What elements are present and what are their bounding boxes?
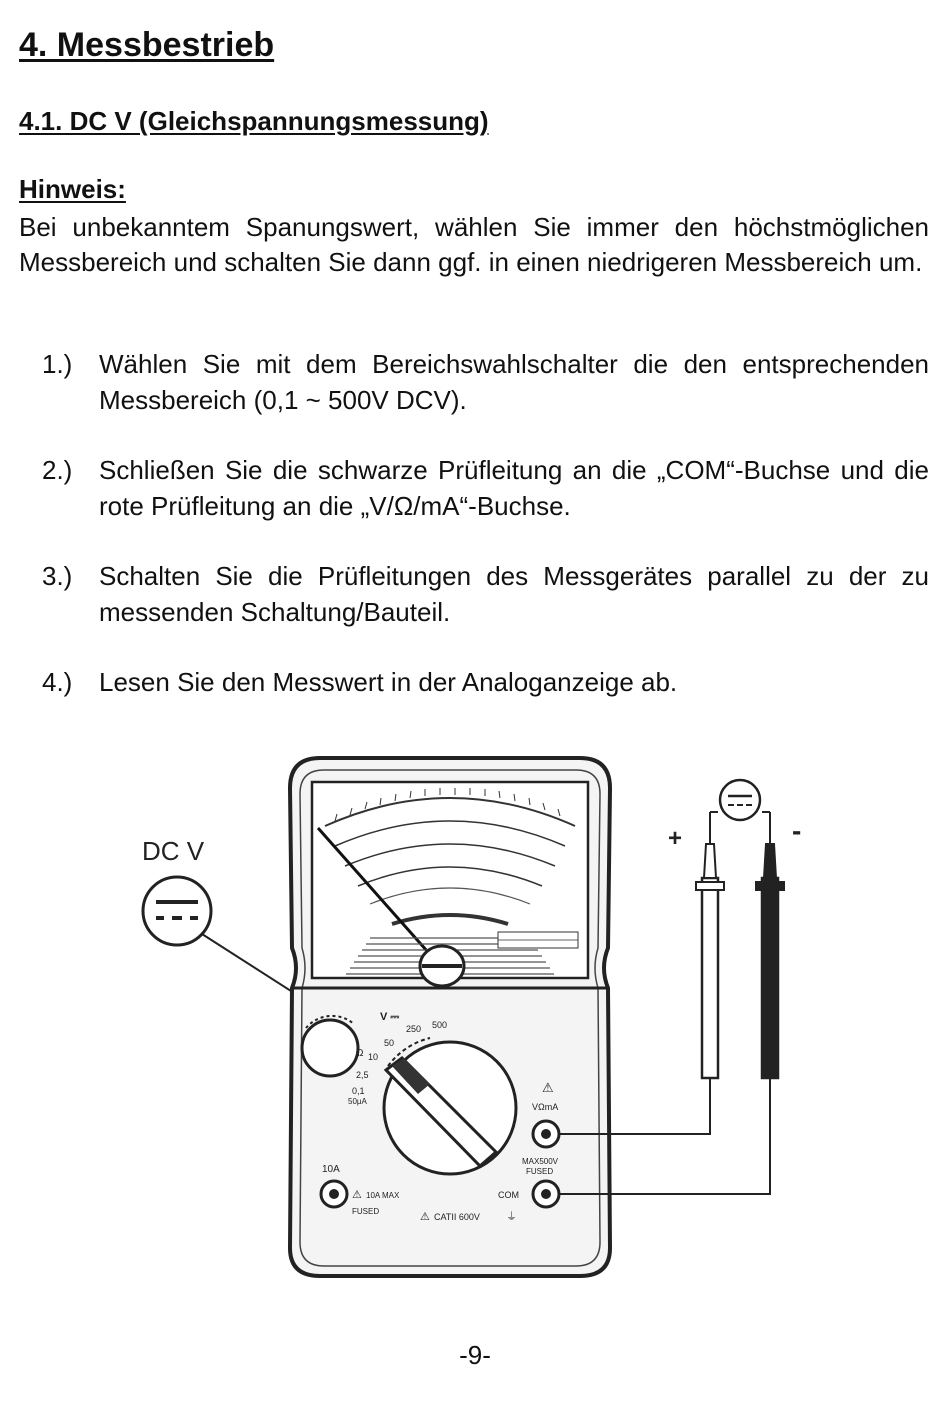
step-number: 4.): [42, 667, 73, 697]
ohm-adjust-knob[interactable]: [302, 1020, 358, 1076]
range-50ua-label: 50μA: [348, 1097, 367, 1106]
note-title: Hinweis:: [19, 174, 126, 204]
com-jack-hole: [541, 1189, 551, 1199]
range-250-label: 250: [406, 1024, 422, 1034]
range-10-label: 10: [368, 1052, 379, 1062]
fused-10a-label: FUSED: [352, 1207, 380, 1216]
black-probe-guard: [756, 882, 784, 890]
subsection-heading: 4.1. DC V (Gleichspannungsmessung): [19, 106, 489, 136]
multimeter-figure: [130, 748, 820, 1288]
red-probe[interactable]: [702, 878, 718, 1078]
note-text: Bei unbekanntem Spanungswert, wählen Sie immer den höchstmöglichen Messbereich und schalten Sie dann ggf. in einen niedrigeren Messbereich um.: [19, 212, 929, 277]
dc-source-icon: [720, 780, 760, 820]
step-number: 1.): [42, 349, 73, 379]
black-probe[interactable]: [762, 878, 778, 1078]
step-text: Lesen Sie den Messwert in der Analoganzeige ab.: [99, 667, 678, 697]
red-probe-tip: [704, 844, 716, 878]
cat-rating-label: CATII 600V: [434, 1212, 480, 1222]
range-500-label: 500: [432, 1020, 448, 1030]
multimeter-illustration: [130, 748, 820, 1288]
warning-icon: ⚠: [352, 1189, 362, 1201]
red-probe-guard: [696, 882, 724, 890]
range-50-label: 50: [384, 1038, 395, 1048]
warning-icon: ⚠: [542, 1080, 554, 1095]
warning-icon: ⚠: [420, 1211, 430, 1223]
ground-icon: ⏚: [506, 1211, 517, 1223]
step-text: Wählen Sie mit dem Bereichswahlschalter die den entsprechenden Messbereich (0,1 ~ 500V DCV).: [99, 349, 929, 415]
max-voltage-label: MAX500V: [522, 1157, 559, 1166]
max-10a-label: 10A MAX: [366, 1191, 400, 1200]
dc-symbol-icon: [143, 877, 211, 945]
fused-label: FUSED: [526, 1167, 554, 1176]
black-probe-tip: [764, 844, 776, 878]
section-heading: 4. Messbestrieb: [19, 26, 275, 64]
dcv-label: DC V: [142, 836, 205, 866]
10a-jack-hole: [329, 1189, 339, 1199]
step-text: Schalten Sie die Prüfleitungen des Messgerätes parallel zu der zu messenden Schaltung/Bauteil.: [99, 561, 929, 627]
step-number: 2.): [42, 455, 73, 485]
com-label: COM: [498, 1190, 519, 1200]
step-text: Schließen Sie die schwarze Prüfleitung an die „COM“-Buchse und die rote Prüfleitung an die „V/Ω/mA“-Buchse.: [99, 455, 929, 521]
step-number: 3.): [42, 561, 73, 591]
jack-vma-label: VΩmA: [532, 1102, 559, 1112]
range-v-label: V ⎓: [380, 1011, 400, 1023]
minus-label: -: [792, 815, 802, 846]
page-number: -9-: [459, 1340, 491, 1370]
plus-label: +: [668, 825, 683, 852]
range-2-5-label: 2,5: [356, 1070, 369, 1080]
ohm-label: Ω: [356, 1048, 364, 1059]
vma-jack-hole: [541, 1129, 551, 1139]
range-0-1-label: 0,1: [352, 1086, 365, 1096]
jack-10a-label: 10A: [322, 1164, 340, 1175]
